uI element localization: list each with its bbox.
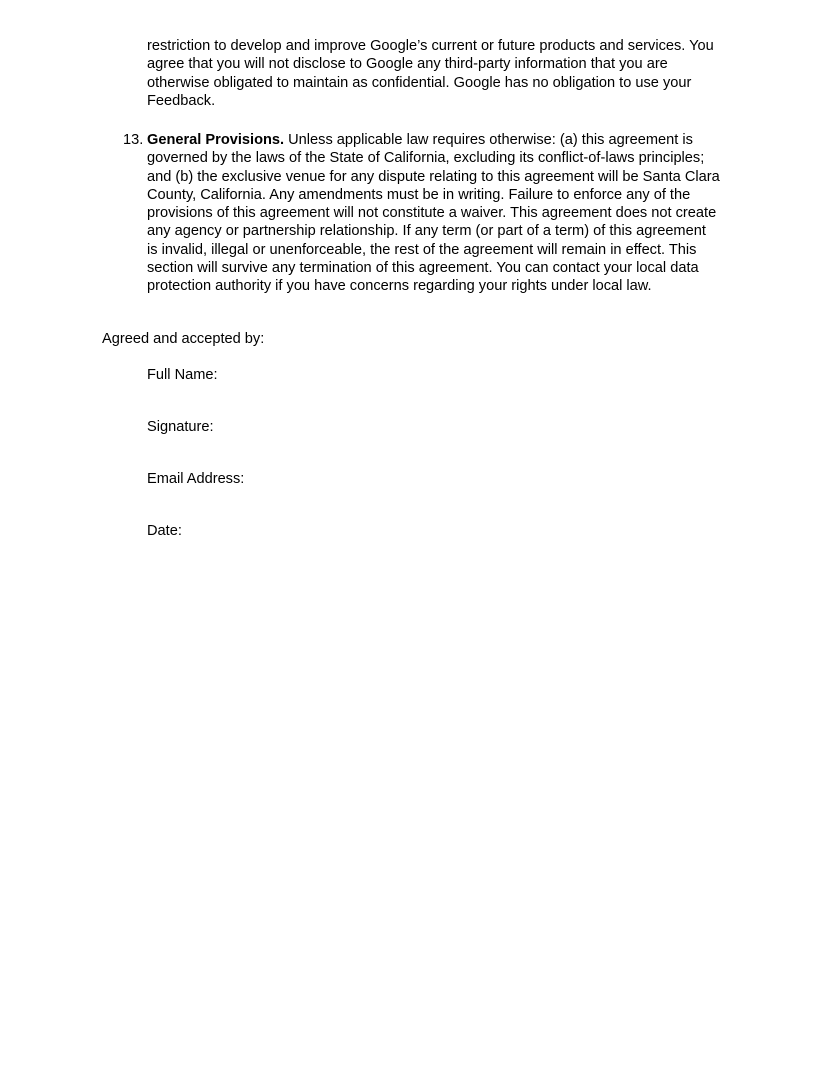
paragraph-line: is invalid, illegal or unenforceable, the rest of the agreement will remain in effect. This [147, 241, 697, 258]
paragraph-line: provisions of this agreement will not constitute a waiver. This agreement does not create [147, 205, 717, 222]
section-12-continuation [147, 37, 714, 110]
paragraph-line: Feedback. [147, 92, 216, 109]
list-number: 13. [123, 132, 144, 148]
paragraph-line: County, California. Any amendments must be in writing. Failure to enforce any of the [147, 186, 691, 203]
section-heading-rest: Unless applicable law requires otherwise: (a) this agreement is [284, 132, 693, 148]
section-heading: General Provisions. [147, 132, 285, 148]
paragraph-line: and (b) the exclusive venue for any dispute relating to this agreement will be Santa Clara [147, 168, 720, 185]
paragraph-line: agree that you will not disclose to Google any third-party information that you are [147, 56, 668, 73]
email-address-label: Email Address: [147, 471, 245, 487]
paragraph-line: section will survive any termination of this agreement. You can contact your local data [147, 260, 699, 277]
paragraph-line [147, 131, 720, 149]
signature-label: Signature: [147, 419, 214, 435]
full-name-label: Full Name: [147, 367, 218, 383]
paragraph-line: governed by the laws of the State of California, excluding its conflict-of-laws principles; [147, 150, 705, 167]
section-13-body [147, 131, 720, 296]
acceptance-intro: Agreed and accepted by: [102, 331, 265, 347]
paragraph-line: any agency or partnership relationship. If any term (or part of a term) of this agreement [147, 223, 706, 240]
paragraph-line: otherwise obligated to maintain as confidential. Google has no obligation to use your [147, 74, 692, 91]
date-label: Date: [147, 523, 182, 539]
paragraph-line: restriction to develop and improve Google’s current or future products and services. You [147, 38, 714, 54]
paragraph-line: protection authority if you have concerns regarding your rights under local law. [147, 278, 652, 295]
